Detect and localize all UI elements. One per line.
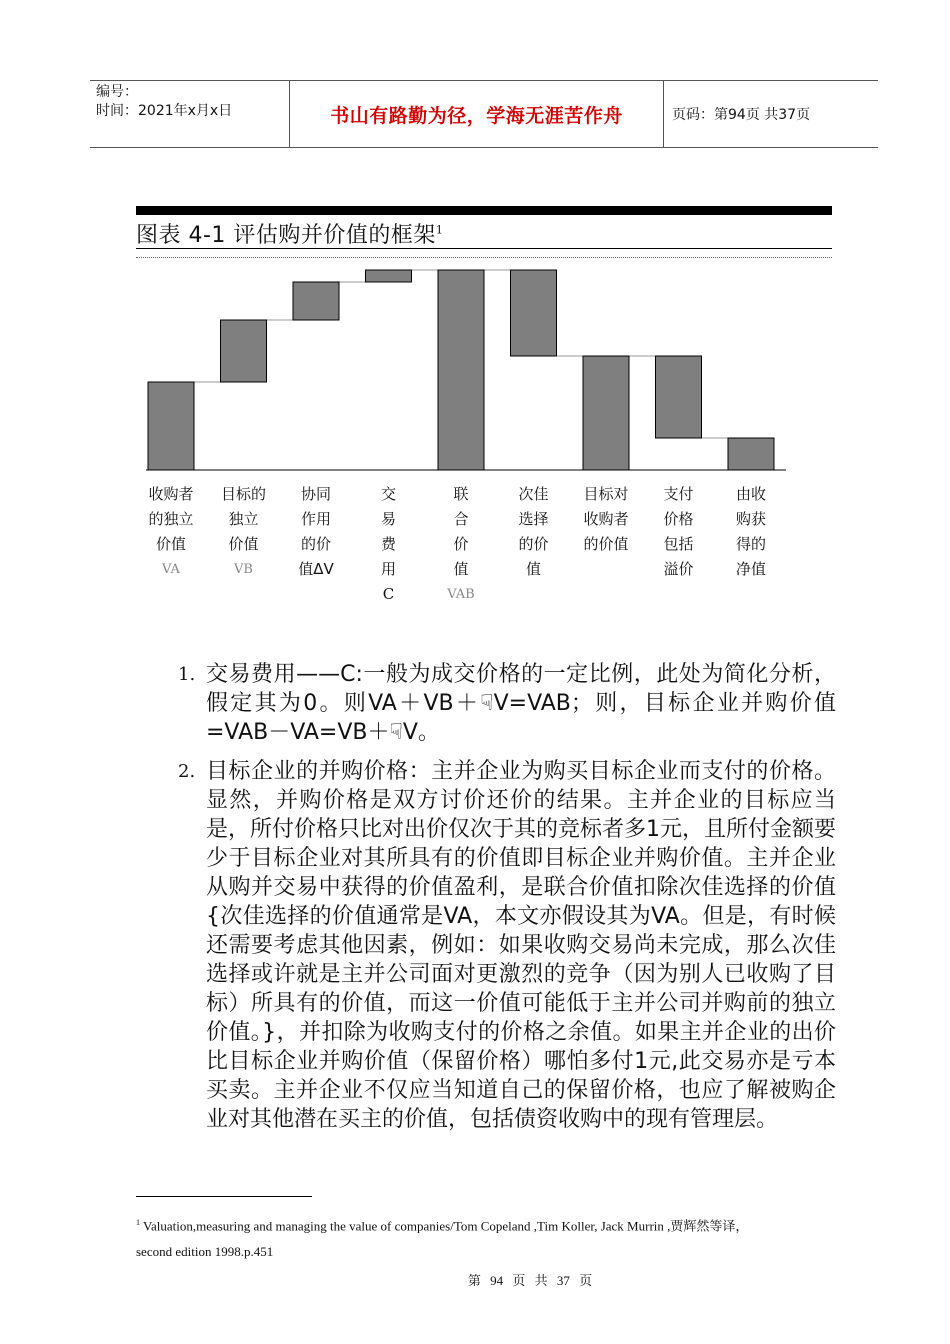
serial-label: 编号： [96,84,138,100]
figure-title-text: 图表 4-1 评估购并价值的框架 [136,223,436,248]
list-number: 1. [178,664,196,685]
chart-x-label-line: 净值 [735,560,766,578]
chart-x-label-line: 选择 [518,510,549,528]
chart-x-label-line: 价格 [663,510,694,528]
chart-x-label-line: 包括 [663,535,694,553]
chart-bar [583,356,629,470]
chart-x-label-line: 价值 [228,535,259,553]
chart-x-label [354,482,424,607]
header-left-cell [90,81,290,147]
page-footer-text: 第 94 页 共 37 页 [467,1273,593,1288]
chart-bar [728,438,774,470]
chart-x-label [571,482,641,557]
chart-x-label-line: 交 [380,485,396,503]
footnote-line-2: second edition 1998.p.451 [136,1244,274,1260]
header-table [90,80,878,148]
footnote-mark: 1 [136,1218,140,1227]
chart-x-label-line: 值ΔV [298,560,334,578]
header-page-info: 页码：第94页 共37页 [672,107,811,123]
chart-x-label-line: 溢价 [663,560,694,578]
chart-x-label-line: 目标的 [220,485,266,503]
chart-x-label-line: VA [162,562,180,577]
footnote-ref: 1 [435,223,444,237]
chart-bar [366,270,412,282]
chart-x-label-line: 购获 [735,510,766,528]
chart-x-label-line: 独立 [228,510,259,528]
chart-x-label-line: 值 [453,560,469,578]
waterfall-chart [136,260,796,480]
footnote-line-1: Valuation,measuring and managing the value of companies/Tom Copeland ,Tim Koller, Jack Murrin ,贾辉然等译， [143,1218,749,1234]
chart-x-label-line: 的独立 [148,510,194,528]
footnote [136,1210,836,1265]
chart-bar [656,356,702,438]
chart-x-label-line: 作用 [300,510,331,528]
footnote-rule [136,1196,312,1197]
chart-bar [221,320,267,382]
chart-x-label-line: 的价 [518,535,549,553]
chart-x-label [136,482,206,582]
chart-x-label [499,482,569,582]
chart-x-label-line: 收购者 [583,510,629,528]
chart-x-label [716,482,786,582]
chart-x-label-line: 的价 [300,535,331,553]
chart-x-label-line: 目标对 [583,485,629,503]
list-text: 交易费用——C:一般为成交价格的一定比例，此处为简化分析，假定其为0。则VA＋VB＋☟V=VAB；则，目标企业并购价值=VAB－VA=VB＋☟V。 [206,662,836,745]
chart-x-label-line: 易 [380,510,396,528]
title-rule-thick [136,206,832,215]
chart-x-label-line: 价值 [155,535,186,553]
chart-bar [148,382,194,470]
chart-x-label-line: VB [234,562,253,577]
chart-bar [293,282,339,320]
chart-x-label-line: 由收 [735,485,766,503]
list-number: 2. [178,761,196,782]
chart-x-label-line: 协同 [300,485,331,503]
chart-x-label [281,482,351,582]
chart-x-label-line: 联 [453,485,469,503]
chart-bar [511,270,557,356]
chart-x-label-line: 值 [525,560,541,578]
chart-x-label-line: 合 [453,510,469,528]
chart-x-label-line: 得的 [735,535,766,553]
title-rule-thin [136,248,832,249]
chart-x-label-line: 支付 [663,485,694,503]
chart-x-label [209,482,279,582]
list-text: 目标企业的并购价格：主并企业为购买目标企业而支付的价格。显然，并购价格是双方讨价还价的结果。主并企业的目标应当是，所付价格只比对出价仅次于其的竞标者多1元，且所付金额要少于目标企业对其所具有的价值即目标企业并购价值。主并企业从购并交易中获得的价值盈利，是联合价值扣除次佳选择的价值{次佳选择的价值通常是VA，本文亦假设其为VA。但是，有时候还需要考虑其他因素，例如：如果收购交易尚未完成，那么次佳选择或许就是主并公司面对更激烈的竞争（因为别人已收购了目标）所具有的价值，而这一价值可能低于主并公司并购前的独立价值。}，并扣除为收购支付的价格之余值。如果主并企业的出价比目标企业并购价值（保留价格）哪怕多付1元,此交易亦是亏本买卖。主并企业不仅应当知道自己的保留价格，也应了解被购企业对其他潜在买主的价值，包括债资收购中的现有管理层。 [206,759,836,1132]
time-label: 时间：2021年x月x日 [96,103,233,119]
chart-x-label-line: 次佳 [518,485,549,503]
chart-x-label-line: 用 [380,560,396,578]
chart-x-label [426,482,496,607]
chart-x-label-line: 收购者 [148,485,194,503]
figure-title [136,218,443,249]
title-rule-dotted [136,257,832,258]
chart-x-label-line: 费 [380,535,396,553]
header-motto: 书山有路勤为径，学海无涯苦作舟 [290,81,664,147]
chart-bar [438,270,484,470]
chart-x-label-line: 的价值 [583,535,629,553]
chart-x-label-line: C [382,585,395,603]
chart-x-label-line: VAB [447,587,475,602]
page-footer [0,1270,950,1289]
chart-x-label-line: 价 [453,535,469,553]
chart-x-label [644,482,714,582]
